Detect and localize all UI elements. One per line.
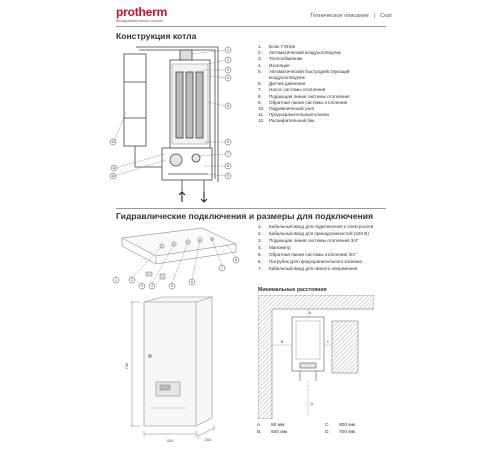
outlet-pipes — [182, 180, 204, 192]
callout-number: 3 — [141, 284, 143, 289]
clearance-label: C — [326, 339, 330, 344]
clearance-row — [257, 430, 393, 437]
legend-item: 2. Кабельный ввод для принадлежностей (230 В) — [258, 231, 369, 236]
section-rule — [116, 208, 386, 209]
legend-item: 5. Обратная линия системы отопления 3/4" — [258, 252, 357, 257]
supply-arrow — [201, 192, 207, 202]
header-model: Скат — [380, 13, 393, 19]
boiler-bottom-panel — [122, 228, 236, 256]
callout-number: 5 — [227, 104, 229, 109]
legend-item: 3. Теплообменник — [258, 56, 303, 62]
clearance-label: A — [308, 310, 312, 315]
legend-item: 1. Кабельный ввод для подключения к электросети — [258, 224, 374, 229]
heating-element-block — [180, 50, 192, 60]
legend-item: 8. Подающая линия системы отопления — [258, 93, 350, 99]
display — [160, 385, 170, 390]
clearance-row — [257, 423, 393, 430]
legend-item: 7. Насос системы отопления — [258, 87, 326, 93]
callout-number: 3 — [227, 68, 229, 73]
callout-number: 5 — [171, 284, 173, 289]
clearances-title: Минимальные расстояния — [258, 287, 327, 293]
legend-item: 11. Предохранительный клапан — [258, 112, 330, 118]
brand-tagline: Вкладываем вашей стороне — [116, 19, 164, 23]
clearance-item: C. 800 мм — [325, 423, 355, 428]
hydraulic-title: Гидравлические подключения и размеры для подключения — [116, 211, 374, 221]
side-obstacle — [332, 321, 358, 373]
legend-item: 10. Гидравлический узел — [258, 106, 315, 112]
clearances-diagram — [258, 295, 374, 419]
boiler-construction-diagram — [108, 42, 238, 207]
heating-element — [186, 72, 193, 138]
callout-number: 4 — [151, 284, 153, 289]
construction-legend — [258, 44, 350, 125]
clearance-item: B. 500 мм — [257, 430, 287, 435]
callout-number: 2 — [131, 278, 133, 283]
pump — [170, 154, 182, 166]
clearance-item: D. 700 мм — [325, 430, 355, 435]
boiler-dimension-drawing — [116, 296, 220, 446]
callout-number: 7 — [227, 152, 229, 157]
clearance-item: A. 50 мм — [257, 423, 285, 428]
width-dimension: 410 — [166, 438, 174, 443]
expansion-tank — [124, 54, 146, 146]
height-dimension: 740 — [124, 362, 129, 370]
callout-number: 9 — [227, 174, 229, 179]
callout-number: 11 — [112, 166, 116, 171]
header-section: Техническое описание — [310, 13, 369, 19]
legend-item: 4. Изоляция — [258, 62, 290, 68]
callout-number: 6 — [227, 140, 229, 145]
legend-item: 3. Подающая линия системы отопления 3/4" — [258, 238, 359, 243]
heating-element — [196, 72, 203, 138]
header-breadcrumb — [310, 13, 392, 19]
callout-number: 1 — [115, 278, 117, 283]
legend-item: 6. Датчик давления — [258, 81, 306, 87]
callout-number: 4 — [227, 76, 229, 81]
depth-dimension: 310 — [204, 437, 212, 442]
legend-item: воздухоотводчик — [269, 75, 305, 81]
callout-number: 10 — [111, 174, 115, 179]
heating-element — [176, 72, 183, 138]
callout-number: 8 — [235, 258, 237, 263]
callout-number: 7 — [221, 266, 223, 271]
pressure-sensor — [192, 154, 200, 162]
brand-name: protherm — [116, 5, 168, 19]
legend-item: 4. Манометр — [258, 245, 291, 250]
legend-item: 7. Кабельный ввод для низкого напряжения — [258, 266, 358, 271]
callout-number: 8 — [227, 164, 229, 169]
header-rule — [116, 26, 386, 27]
legend-item: 9. Обратная линия системы отопления — [258, 99, 348, 105]
legend-item: 6. Патрубок для предохранительного клапана — [258, 259, 362, 264]
header-separator: | — [373, 13, 376, 19]
callout-number: 6 — [191, 280, 193, 285]
callout-number: 2 — [227, 58, 229, 63]
return-arrow — [179, 192, 185, 202]
callout-number: 12 — [111, 140, 115, 145]
connections-diagram — [112, 224, 244, 292]
clearance-label: D — [310, 401, 314, 406]
legend-item: 5. Автоматический быстродействующий — [258, 68, 350, 74]
legend-item: 2. Автоматический воздухоотводчик — [258, 50, 341, 56]
callout-number: 1 — [227, 48, 229, 53]
construction-title: Конструкция котла — [116, 31, 197, 41]
legend-item: 1. Блок ТЭНов — [258, 44, 295, 49]
brand-logo — [116, 6, 167, 23]
clearance-values — [257, 423, 393, 437]
hydraulic-block — [162, 148, 212, 180]
boiler-body — [144, 297, 212, 426]
hydraulic-legend — [258, 223, 373, 272]
clearance-label: B — [280, 339, 284, 344]
legend-item: 12. Расширительный бак — [258, 118, 315, 124]
